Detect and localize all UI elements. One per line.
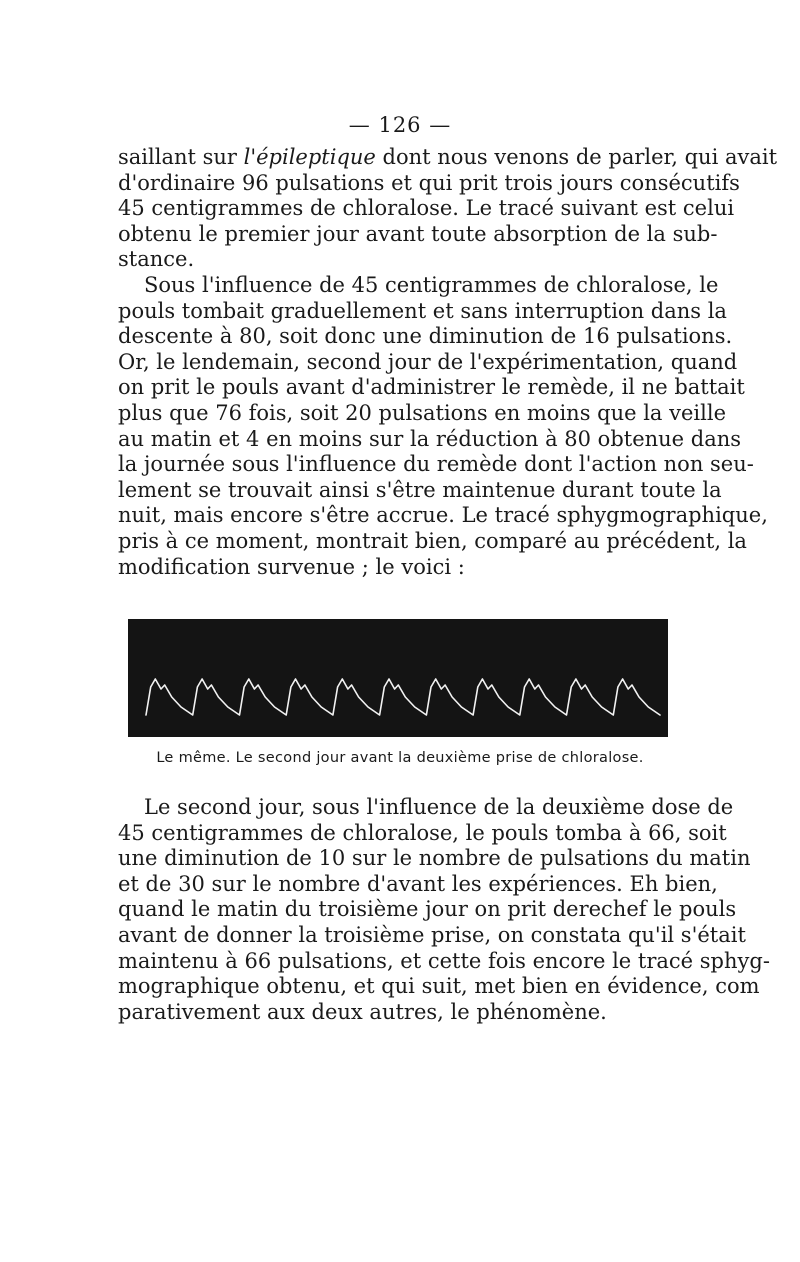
text-line: avant de donner la troisième prise, on constata qu'il s'était: [118, 922, 746, 947]
page-number: — 126 —: [348, 113, 452, 137]
text-line: lement se trouvait ainsi s'être maintenue durant toute la: [118, 477, 722, 502]
italic-term: l'épileptique: [243, 145, 376, 169]
text-line: d'ordinaire 96 pulsations et qui prit trois jours consécutifs: [118, 170, 740, 195]
text-line: quand le matin du troisième jour on prit derechef le pouls: [118, 897, 737, 922]
text-line: une diminution de 10 sur le nombre de pulsations du matin: [118, 846, 751, 871]
body-text-top: [118, 145, 778, 580]
text-line: au matin et 4 en moins sur la réduction à 80 obtenue dans: [118, 426, 742, 451]
body-text-bottom: [118, 795, 770, 1025]
text-line: modification survenue ; le voici :: [118, 554, 465, 579]
text-line: 45 centigrammes de chloralose. Le tracé suivant est celui: [118, 196, 735, 221]
figure-caption: Le même. Le second jour avant la deuxième prise de chloralose.: [156, 750, 644, 766]
text-line: Or, le lendemain, second jour de l'expérimentation, quand: [118, 349, 738, 374]
text-line: obtenu le premier jour avant toute absorption de la sub-: [118, 221, 718, 246]
sphygmograph-figure: [128, 619, 668, 737]
text-line: Sous l'influence de 45 centigrammes de chloralose, le: [144, 272, 719, 297]
text-line: parativement aux deux autres, le phénomène.: [118, 999, 607, 1024]
tracing-background: [128, 619, 668, 737]
text-line: et de 30 sur le nombre d'avant les expériences. Eh bien,: [118, 871, 718, 896]
text-line: stance.: [118, 247, 195, 272]
text-line: 45 centigrammes de chloralose, le pouls tomba à 66, soit: [118, 820, 727, 845]
text-line: la journée sous l'influence du remède dont l'action non seu-: [118, 452, 754, 477]
text-line: pris à ce moment, montrait bien, comparé au précédent, la: [118, 528, 747, 553]
text-line: pouls tombait graduellement et sans interruption dans la: [118, 298, 727, 323]
text-line: Le second jour, sous l'influence de la deuxième dose de: [144, 795, 734, 819]
text-line: mographique obtenu, et qui suit, met bien en évidence, com: [118, 974, 760, 999]
text-line: maintenu à 66 pulsations, et cette fois encore le tracé sphyg-: [118, 948, 770, 973]
text-line: nuit, mais encore s'être accrue. Le tracé sphygmographique,: [118, 503, 768, 528]
pulse-tracing: [128, 619, 668, 737]
text-line: plus que 76 fois, soit 20 pulsations en moins que la veille: [118, 400, 726, 425]
text-line: saillant sur l'épileptique dont nous venons de parler, qui avait: [118, 145, 778, 169]
text-line: descente à 80, soit donc une diminution de 16 pulsations.: [118, 324, 733, 349]
text-line: on prit le pouls avant d'administrer le remède, il ne battait: [118, 375, 745, 400]
